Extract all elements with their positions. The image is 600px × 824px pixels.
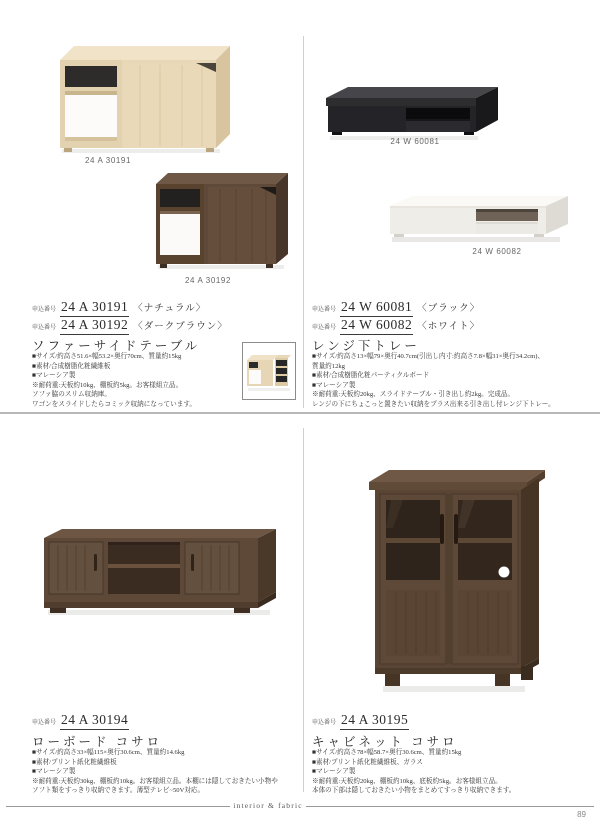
divider-horizontal-middle <box>0 412 600 414</box>
order-code: 24 A 30192 <box>60 317 129 335</box>
spec-line: ソフト類をすっきり収納できます。薄型テレビ~50V対応。 <box>32 787 205 795</box>
page-number: 89 <box>577 810 586 819</box>
spec-line: ■マレーシア製 <box>32 768 76 776</box>
footer-rule-left <box>6 806 230 807</box>
spec-line: ■素材/合成樹脂化粧繊維板 <box>32 362 111 370</box>
product-specs <box>312 748 515 796</box>
order-code: 24 W 60082 <box>340 317 413 335</box>
range-tray-black-image <box>318 82 506 144</box>
image-caption: 24 W 60082 <box>472 247 522 256</box>
spec-line: ワゴンをスライドしたらコミック収納になっています。 <box>32 400 196 408</box>
order-code: 24 W 60081 <box>340 299 413 317</box>
range-tray-white-image <box>384 192 574 246</box>
slide-out-wagon-thumbnail <box>242 342 296 400</box>
spec-line: ■サイズ/約高さ78×幅58.7×奥行30.6cm、質量約15kg <box>312 749 462 756</box>
spec-line: ■マレーシア製 <box>312 768 356 776</box>
spec-line: ※耐荷重:天板約10kg、棚板約5kg。お客様組立品。 <box>32 381 183 389</box>
product-specs <box>32 748 278 796</box>
order-number-row <box>32 299 206 317</box>
order-code: 24 A 30191 <box>60 299 129 317</box>
spec-line: 質量約12kg <box>312 362 345 370</box>
order-number-label: 申込番号 <box>312 720 337 726</box>
divider-vertical-top <box>303 36 304 408</box>
spec-line: ■マレーシア製 <box>312 381 356 389</box>
spec-line: ■素材/プリント紙化粧繊維板 <box>32 758 117 766</box>
image-caption: 24 A 30192 <box>184 276 232 285</box>
spec-line: ※耐荷重:天板約20kg、棚板約10kg、底板約5kg。お客様組立品。 <box>312 777 502 785</box>
footer-brand: interior & fabric <box>233 801 303 810</box>
footer-rule-right <box>306 806 594 807</box>
lowboard-image <box>30 514 286 618</box>
divider-vertical-bottom <box>303 428 304 792</box>
color-variant: 〈ダークブラウン〉 <box>133 322 228 332</box>
order-number-label: 申込番号 <box>312 325 337 331</box>
product-specs <box>32 352 196 409</box>
order-number-row <box>312 299 480 317</box>
color-variant: 〈ホワイト〉 <box>417 322 480 332</box>
spec-line: ■サイズ/約高さ51.6×幅53.2×奥行70cm、質量約15kg <box>32 353 182 360</box>
spec-line: ■素材/プリント紙化粧繊維板、ガラス <box>312 758 423 766</box>
image-caption: 24 W 60081 <box>390 137 440 146</box>
product-name: キャビネット コサロ <box>312 735 458 749</box>
order-number-row <box>312 317 480 335</box>
spec-line: ■マレーシア製 <box>32 372 76 380</box>
spec-line: ■サイズ/約高さ13×幅79×奥行40.7cm(引出し内寸:約高さ7.8×幅31×奥行34.2cm)、 <box>312 353 545 360</box>
order-number-row <box>32 317 228 335</box>
spec-line: レンジの下にちょこっと置きたい収納をプラス出来る引き出し付レンジ下トレー。 <box>312 400 555 408</box>
order-number-label: 申込番号 <box>32 325 57 331</box>
product-specs <box>312 352 555 409</box>
spec-line: 本体の下部は隠しておきたい小物をまとめてすっきり収納できます。 <box>312 787 516 795</box>
order-code: 24 A 30194 <box>60 712 129 730</box>
color-variant: 〈ブラック〉 <box>417 304 481 314</box>
image-caption: 24 A 30191 <box>84 156 132 165</box>
color-variant: 〈ナチュラル〉 <box>133 304 207 314</box>
order-number-label: 申込番号 <box>312 307 337 313</box>
order-number-label: 申込番号 <box>32 720 57 726</box>
spec-line: ※耐荷重:天板約20kg、スライドテーブル・引き出し約2kg。完成品。 <box>312 391 515 399</box>
spec-line: ※耐荷重:天板約30kg、棚板約10kg。お客様組立品。本棚には隠しておきたい小物や <box>32 777 278 785</box>
order-number-row <box>32 712 129 730</box>
spec-line: ■素材/合成樹脂化粧パーティクルボード <box>312 372 430 380</box>
spec-line: ■サイズ/約高さ33×幅115×奥行30.6cm、質量約14.6kg <box>32 749 185 756</box>
order-number-row <box>312 712 409 730</box>
order-number-label: 申込番号 <box>32 307 57 313</box>
product-name: ローボード コサロ <box>32 735 163 749</box>
spec-line: ソファ脇のスリム収納庫。 <box>32 391 111 399</box>
product-name: レンジ下トレー <box>312 339 420 353</box>
cabinet-image <box>355 452 560 697</box>
sofa-side-table-natural-image <box>46 38 238 158</box>
product-name: ソファーサイドテーブル <box>32 339 201 353</box>
order-code: 24 A 30195 <box>340 712 409 730</box>
sofa-side-table-darkbrown-image <box>148 166 294 272</box>
